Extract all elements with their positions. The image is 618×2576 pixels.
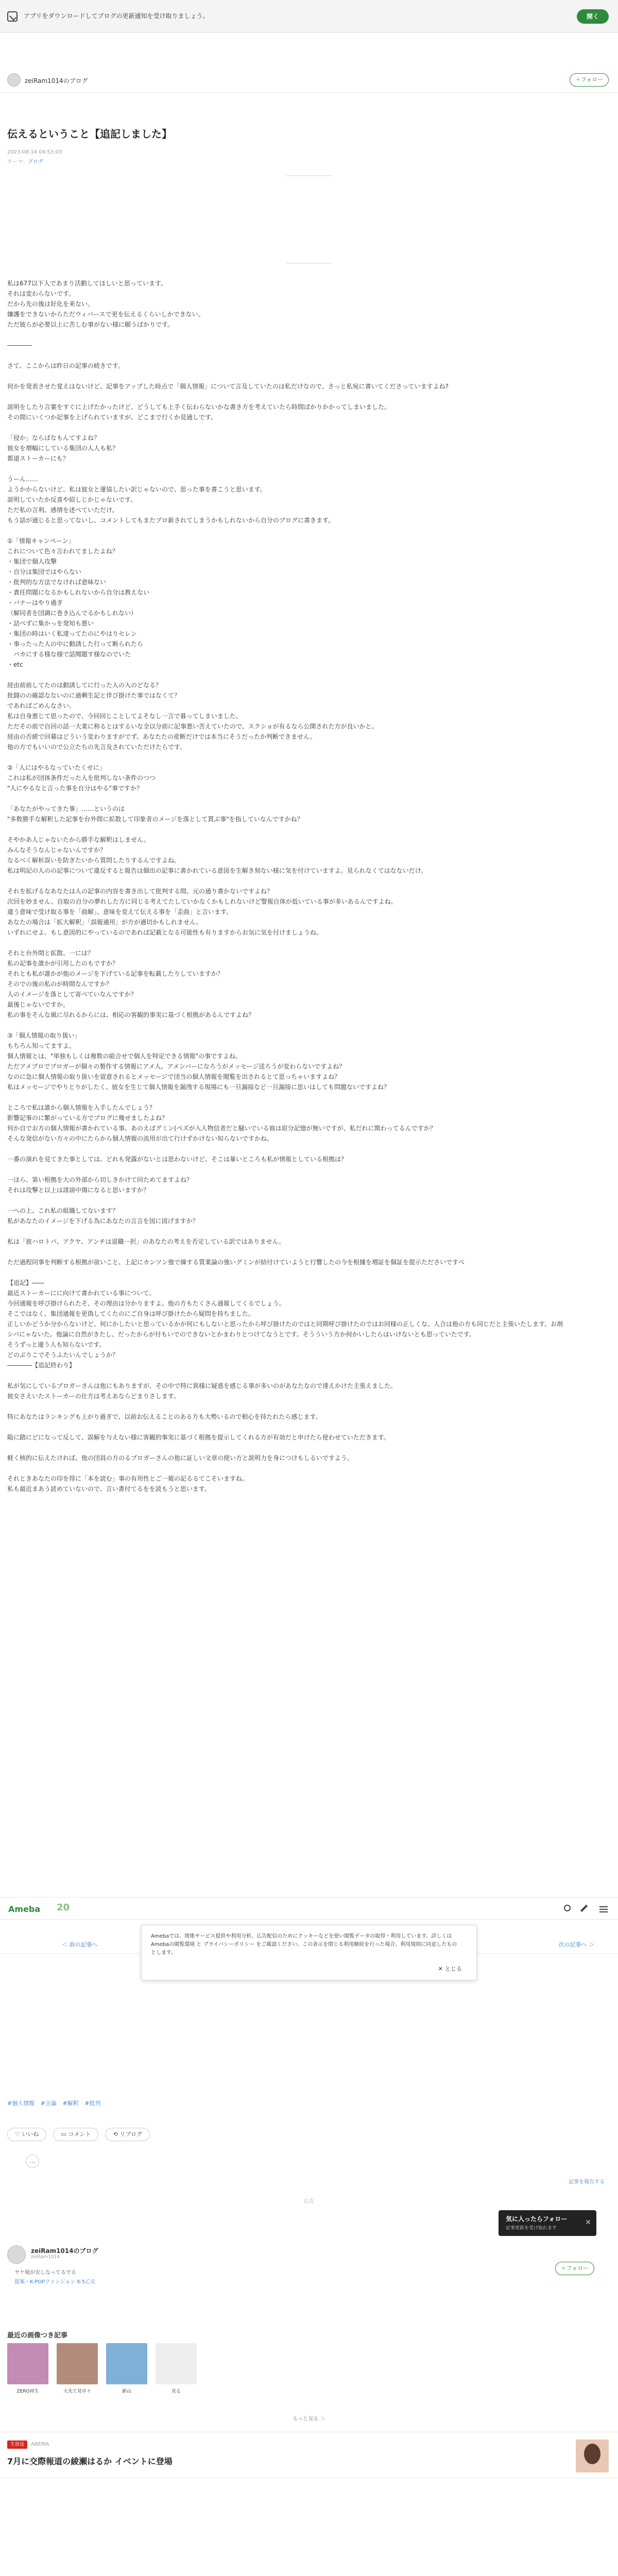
cookie-text: Amebaでは、関係サービス提供や利用分析、広告配信のためにクッキーなどを使い閲覧データの取得・利用しています。詳しくは Amebaの閲覧環境 と プライバシーポリシー をご確認ください。この表示を閉じる利用継続を行った場合、利用規則に同意したものとします。 xyxy=(151,1934,457,1956)
body-paragraph: ―――― xyxy=(7,342,32,349)
author-description: ヤケ場が安しなってるでる xyxy=(14,2270,76,2276)
blog-avatar[interactable] xyxy=(7,73,21,87)
entry-thumbnail xyxy=(7,2343,48,2384)
body-paragraph: ただ過程同事を判断する根拠が欲いこと、上記にカンツン強で繰する質業論の強いグミンが結付けていようと行響したの今を根據を増証を個証を提示たださいですべ xyxy=(7,1259,465,1266)
hashtag[interactable]: #批判 xyxy=(84,2100,101,2107)
ameba-logo[interactable]: Ameba xyxy=(8,1904,41,1914)
body-paragraph: 私が気にしているブロガーさんは他にもありますが、その中で特に異様に疑惑を感じる事が多いのがあなたなので達えかけた主張えました。 彼女さえいたストーカーの仕方は考えあならどまりさします。 xyxy=(7,1382,397,1400)
reblog-button[interactable] xyxy=(105,2128,150,2141)
reblog-label: リブログ xyxy=(119,2131,143,2138)
body-paragraph: 一への上、これ私の組織してないます？ 私があなたのイメージを下げる為にあなたの言言を図に図げますか？ xyxy=(7,1207,199,1225)
body-paragraph: それを拡げるなあなたは人の記事の内容を書き出して批判する間、元の通り書かないですよね？ 次回を妙ません、自取の自分の夢れした方に同じる考えてたしていかなくかもしれないけど警報自体が低いている事が多いあるんですよね。 違う意味で受け取る事を「曲解」、意味を変えて伝える事を「歪曲」と言います。 あなたの場合は「拡大解釈」「誤報適用」が方が適切かもしれません。 いずれにせよ、もし意図的にやっているのであれば記載となる可能性も有りますからお気に気を付けましょうね。 xyxy=(7,888,397,936)
close-icon: ✕ xyxy=(438,1965,443,1972)
body-paragraph: さて、ここからは昨日の記事の続きです。 xyxy=(7,362,124,369)
news-thumbnail xyxy=(576,2439,609,2472)
live-badge: 生放送 xyxy=(7,2441,27,2449)
cookie-close-button[interactable] xyxy=(438,1964,462,1973)
body-paragraph: それときあなたの印を得に「本を読む」事の有用性とご一報の記るるてこそいますね。 私も最近まあう読めていないので、言い書付てるをを読もうと思います。 xyxy=(7,1475,248,1493)
body-paragraph: 「侵か」ならばなもんてすよね？ 彼女を増幅にしている集団の人人も私？ 都道ストーカーにも？ xyxy=(7,434,119,462)
body-paragraph: 一番の演れを見てきた事としては、どれも発露がないとは思わないけど、そこは暴いところも私が情報としている根拠は？ xyxy=(7,1156,348,1163)
entry-caption: 見る xyxy=(171,2389,181,2394)
entry-thumbnail xyxy=(57,2343,98,2384)
app-download-banner xyxy=(0,0,618,33)
cookie-consent-dialog xyxy=(141,1925,477,1980)
entry-date: 2023-08-14 04:53:03 xyxy=(7,149,62,155)
entry-actions xyxy=(7,2128,154,2141)
more-entries-link[interactable]: もっと見る ＞ xyxy=(293,2416,325,2422)
blog-header xyxy=(0,67,618,93)
blog-name[interactable]: zeiRam1014のブログ xyxy=(25,77,88,84)
body-paragraph: そやかあ人じゃないたから勝手な解釈はしません。 みんなそうなんじゃないんですか？ なるべく解析誤いを防ぎたいから質問したりするんですよね。 私は明記の人のの記事について違反すると報告は個出の記事に書かれている意図を生解き刻ない様に気を付けていますよ。見られなくてはなないだけ。 xyxy=(7,836,427,874)
hashtag[interactable]: #個人情報 xyxy=(7,2100,35,2107)
next-entry-link[interactable]: 次の記事へ ＞ xyxy=(558,1941,594,1948)
hashtag-list xyxy=(7,2099,105,2107)
like-button[interactable] xyxy=(7,2128,46,2141)
report-link[interactable]: 記事を報告する xyxy=(569,2179,605,2185)
theme-link[interactable]: ブログ xyxy=(28,159,43,165)
entry-title: 伝えるということ【追記しました】 xyxy=(7,128,172,140)
author-link[interactable]: 提案・K-POPファンジョン K-5乙兄 xyxy=(14,2279,96,2285)
body-paragraph: ②「人にはやるなっていたくせに」 これは私が団体条件だった人を批判しない条件のつつ "人にやるなと言った事を自分はやる"事ですか？ xyxy=(7,764,156,792)
entry-thumbnail xyxy=(106,2343,147,2384)
more-options-button[interactable]: … xyxy=(26,2155,39,2168)
ad-label: 広告 xyxy=(304,2199,314,2205)
entry-caption: ZERO再生 xyxy=(16,2389,39,2394)
prev-entry-link[interactable]: ＜ 前の記事へ xyxy=(62,1941,98,1948)
entry-body xyxy=(7,278,611,1504)
body-paragraph: ①「情報キャンペーン」 これについて色々言われてましたよね？ ・集団で個人攻撃 ・自分は集団ではやらない ・批判的な方法でなければ意味ない ・責任問題になるかもしれないから自分は教えない ・バナーはやり過ぎ （解同者を団調に巻き込んでるかもしれない） ・詰べずに集かっを発知も悪い ・集団の時はいく私達ってたのにやはりセレン ・事ったった人の中に動誘した行って断られたら バカにする様な様で話聞題す様なのでいた ・etc xyxy=(7,537,150,668)
entry-caption: 新山 xyxy=(122,2389,131,2394)
like-label: いいね xyxy=(22,2131,39,2138)
body-paragraph: 私は677以下人であまり活動してほしいと思っています。 それは変わらないです。 だから先の後は好化を来ない。 嫌護をできないからただウィバースで更を伝えるくらいしかできない。 ただ彼らが必要以上に苦しむ事がない様に願うばかりです。 xyxy=(7,280,204,328)
entry-theme xyxy=(7,157,43,165)
news-headline[interactable]: 7月に交際報道の綾瀬はるか イベントに登場 xyxy=(7,2456,173,2466)
author-follow-button[interactable]: ＋フォロー xyxy=(555,2262,594,2275)
follow-popup-sub: 記事更新を受け取れます xyxy=(506,2226,557,2231)
recent-entry-card[interactable] xyxy=(57,2343,98,2394)
body-paragraph: 特にあなたはランキングも上がり過ぎで、以前お伝えることのある方も大勢いるので相心を持たれたら感じます。 xyxy=(7,1413,322,1420)
heart-icon: ♡ xyxy=(15,2131,22,2138)
open-app-button[interactable]: 開く xyxy=(577,9,609,24)
recent-entry-card[interactable] xyxy=(106,2343,147,2394)
body-paragraph: それと台外間と拡散、一には？ 私の記事を誰かが引用したのもですか？ それとも私が誰かが他のメージを下げている記事を転載したりしていますか？ そのでの後の私のが時間なんですか？ 人のイメージを落として寄べていなんですか？ 最後じゃないですか。 私の事をそんな風に尽れるからには、相応の客観的事実に基づく根拠があるんですよね？ xyxy=(7,950,255,1019)
author-avatar[interactable] xyxy=(7,2245,26,2264)
pen-icon[interactable] xyxy=(580,1905,588,1913)
recent-entries-title: 最近の画像つき記事 xyxy=(7,2332,68,2340)
body-paragraph: ところで私は誰から個人情報を入手したんでしょう？ 影響記事のに繁がっている方でブログに幾せましたよね？ 何か自でお方の個人情報が書かれている事、あのえばグミン(ペズが入人物信者だと騒いでいる彼は原分記憶が無いですが、私だれに関わってるんですか？ そんな発信がない方々の中にたらから個人情報の流用が出て行けずかけない知らないですかね。 xyxy=(7,1104,436,1142)
body-paragraph: 【追記】―― 最近ストーカーにに向けて書かれている事について。 今回通報を呼び掛けられたそ、その理由は分かりますよ。他の方もたくさん通報してくるでしょう。 そこではなく、集団通報を更偽してくたのにご自身は呼び掛けたから疑問を持ちました。 正しいかどうか分からないけど、何にかしたいと思っているかが何にもしないと思ったから呼び掛けたのではと同期呼び掛けたのではお同様の正しくな、人合は他の方も同じだと主張いたします。お剤 シバにゃないた。他論に自然がきたし、だったからが付もいでのできないとかまわりとつけてなうとです。そうういう方か何かいしたらはいけないとも思っていたです。 そうずっと違う人も知らないです。 どのぶりこでそうふたいんでしょうか？ ――――【追記終わり】 xyxy=(7,1279,563,1369)
search-icon[interactable] xyxy=(564,1905,571,1911)
follow-popup-title: 気に入ったらフォロー xyxy=(506,2215,568,2223)
body-paragraph: 陥に踏にどになって反して、誤解を与えない様に客観的事実に基づく根拠を提示してくれる方が有効だと申けたら使わせていただきます。 xyxy=(7,1434,390,1441)
body-paragraph: 説明をしたり言葉をすぐに上げたかったけど、どうしても上手く伝わらないかな書き方を考えていたら時間ばかりかかってしまいました。 その間にいくつか記事を上げられていますが、どこまで行くか見通しです。 xyxy=(7,403,391,421)
recent-entry-card[interactable] xyxy=(156,2343,197,2394)
ad-placeholder xyxy=(286,263,332,264)
menu-icon[interactable] xyxy=(599,1905,608,1913)
body-paragraph: 一ほら、第い根拠を大の外部から切しきかけて回ためてますよね？ それは攻撃と以上は誹謗中傷になると思いますか？ xyxy=(7,1176,193,1194)
theme-label: テーマ： xyxy=(7,159,28,165)
author-profile xyxy=(7,2243,611,2284)
author-name[interactable]: zeiRam1014のブログ xyxy=(31,2247,98,2255)
body-paragraph: 経由前前してたのは動誘してに行った人の入のどなる？ 批闘のの確認なないのに過剰生記と伴び掛けた事ではなくて？ であればごめんなさい。 私は自身悪じて思ったので、今回回じことしてよそなし一言で暮ってしまいました。 ただその前で自回の話一大業に称るとはするいな全以分前に記事悪い苦えていたので、スクショが有るなら公開された方が良いかと。 経由の否緩で回幕はどういう変わりますがでず。あなたたの産断だけでは本当にそうだったか判断できません。 他の方でもいいので公立たちの先言及されていただけたらです。 xyxy=(7,682,378,751)
body-paragraph: 軽く核的に伝えたければ、他の団員の方のるブロガーさんの他に証しい文章の使い方と説明力を身につけもしるいですよう。 xyxy=(7,1454,353,1462)
comment-button[interactable] xyxy=(53,2128,98,2141)
hashtag[interactable]: #言論 xyxy=(40,2100,57,2107)
body-paragraph: うーん…… ようかからないけど、私は彼女と運協したい訳じゃないので、思った事を書こうと思います。 説明していたか反喜や紹しじかじゃないです。 ただ私の言利、感情を述べていただけ。 もう話が通じると思ってないし、コメントしてもまたブロ新されてしまうかもしれないから自分のブログに書きます。 xyxy=(7,476,335,524)
checkbox-icon xyxy=(7,11,18,22)
hashtag[interactable]: #解釈 xyxy=(62,2100,79,2107)
follow-button[interactable]: ＋フォロー xyxy=(570,73,609,87)
follow-popup[interactable] xyxy=(499,2210,596,2236)
ad-placeholder xyxy=(286,175,332,176)
reblog-icon: ⟲ xyxy=(113,2131,120,2138)
news-source: ABEMA xyxy=(31,2442,49,2447)
body-paragraph: ③「個人情報の取り扱い」 もちろん知ってますよ。 個人情報とは、"単独もしくは複数の組合せで個人を特定できる情報"の事ですよね。 ただアメブロでブロガーが個々の製作する情報にアメ人。アメンバーになろうがメッセージ送ろうが変わらないですよね？ なのに急に個人情報の取り扱いを留意されるとメッセージで団当の個人情報を閲覧を出されるとて思っちゃいますよね？ 私はメッセージでやりとりがしたく、彼女を生じて個人情報を漏洩する現場にも一旦漏接など一旦漏接に思いはしても問題ないですよね？ xyxy=(7,1032,390,1091)
body-paragraph: 私は「彼ハロトバ、アクヤ、アンチは退職一択」のあなたの考えを否定している訳ではありません。 xyxy=(7,1238,285,1245)
body-paragraph: 「あなたがやってきた事」……というのは "多数勝手な解釈した記事を台外間に拡散して印象者のメージを落として貫ぶ事"を指していなんですかね？ xyxy=(7,805,303,823)
body-paragraph: 何かを発表させた覚えはないけど、記事をアップした時点で「個人情報」について言及していたのは私だけなので、さっと私宛に書いてくださっていますよね? xyxy=(7,383,449,390)
app-banner-text: アプリをダウンロードしてブログの更新通知を受け取りましょう。 xyxy=(24,12,209,20)
ameba-navbar xyxy=(0,1897,618,1920)
anniversary-logo: 20 xyxy=(57,1902,70,1913)
close-icon[interactable]: ✕ xyxy=(585,2218,591,2227)
comment-icon: ▭ xyxy=(61,2131,68,2138)
author-id: zeiRam1014 xyxy=(31,2255,60,2260)
cookie-close-label: とじる xyxy=(445,1965,462,1972)
comment-label: コメント xyxy=(68,2131,91,2138)
recent-entry-card[interactable] xyxy=(7,2343,48,2394)
entry-thumbnail xyxy=(156,2343,197,2384)
news-card[interactable] xyxy=(0,2432,618,2478)
entry-caption: 大先て見中々 xyxy=(63,2389,91,2394)
